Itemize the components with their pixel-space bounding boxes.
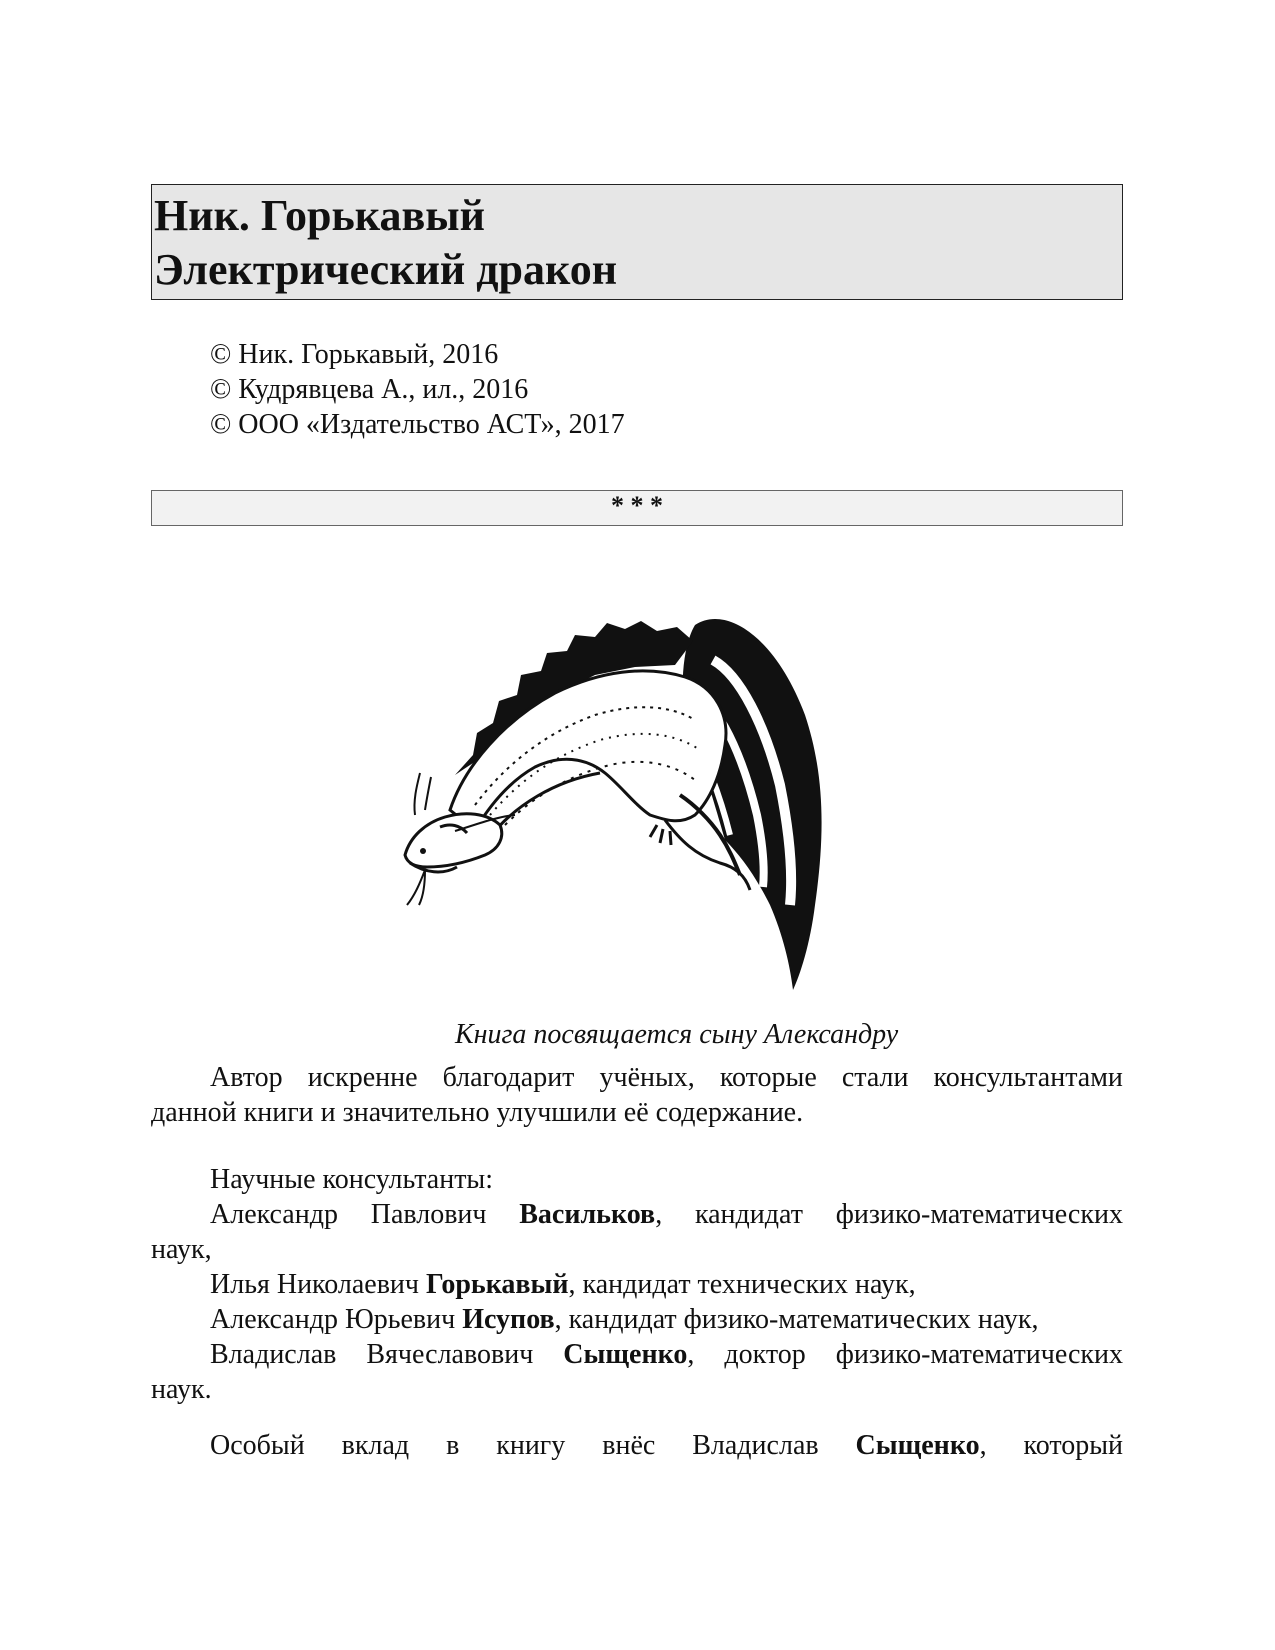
word: Владислав — [692, 1430, 819, 1461]
title-block — [151, 184, 1123, 300]
consultant-entry: Илья Николаевич Горькавый, кандидат технических наук, — [210, 1269, 916, 1300]
section-separator — [151, 490, 1123, 526]
acknowledgment-line: данной книги и значительно улучшили её содержание. — [151, 1097, 804, 1128]
consultants-section — [151, 1162, 1123, 1407]
book-author: Ник. Горькавый — [154, 191, 485, 240]
word: Сыщенко, — [563, 1339, 695, 1370]
acknowledgment-paragraph — [151, 1060, 1123, 1130]
consultant-entry — [151, 1337, 1123, 1372]
separator-stars: * * * — [611, 491, 663, 520]
word: книгу — [496, 1430, 566, 1461]
word: которые — [719, 1062, 817, 1093]
word: Вячеславович — [366, 1339, 534, 1370]
consultants-heading: Научные консультанты: — [210, 1164, 494, 1195]
word: учёных, — [599, 1062, 695, 1093]
acknowledgment-line — [151, 1060, 1123, 1095]
special-thanks-line — [151, 1428, 1123, 1463]
consultant-entry — [151, 1197, 1123, 1232]
word: Павлович — [370, 1199, 487, 1230]
copyright-line: © Ник. Горькавый, 2016 — [210, 339, 499, 370]
word: Особый — [210, 1430, 305, 1461]
copyright-line: © Кудрявцева А., ил., 2016 — [210, 374, 529, 405]
word: искренне — [307, 1062, 418, 1093]
consultant-entry-cont: наук, — [151, 1234, 212, 1265]
dragon-illustration — [395, 605, 875, 990]
book-title: Электрический дракон — [154, 245, 618, 294]
word: Васильков, — [519, 1199, 663, 1230]
word: в — [446, 1430, 460, 1461]
word: консультантами — [933, 1062, 1123, 1093]
word: Владислав — [210, 1339, 337, 1370]
dedication: Книга посвящается сыну Александру — [455, 1019, 899, 1050]
consultant-entry: Александр Юрьевич Исупов, кандидат физико-математических наук, — [210, 1304, 1039, 1335]
word: Сыщенко, — [855, 1430, 987, 1461]
word: внёс — [602, 1430, 656, 1461]
word: доктор — [724, 1339, 806, 1370]
word: Автор — [210, 1062, 283, 1093]
copyright-line: © ООО «Издательство АСТ», 2017 — [210, 409, 625, 440]
special-thanks-paragraph — [151, 1428, 1123, 1463]
word: стали — [841, 1062, 909, 1093]
word: благодарит — [442, 1062, 575, 1093]
consultant-entry-cont: наук. — [151, 1374, 212, 1405]
consultant-surname: Исупов — [462, 1304, 555, 1335]
word: вклад — [341, 1430, 410, 1461]
word: физико-математических — [835, 1339, 1123, 1370]
word: физико-математических — [835, 1199, 1123, 1230]
word: который — [1023, 1430, 1123, 1461]
copyright-block — [210, 337, 625, 442]
consultant-surname: Горькавый — [425, 1269, 569, 1300]
word: Александр — [210, 1199, 338, 1230]
word: кандидат — [694, 1199, 803, 1230]
